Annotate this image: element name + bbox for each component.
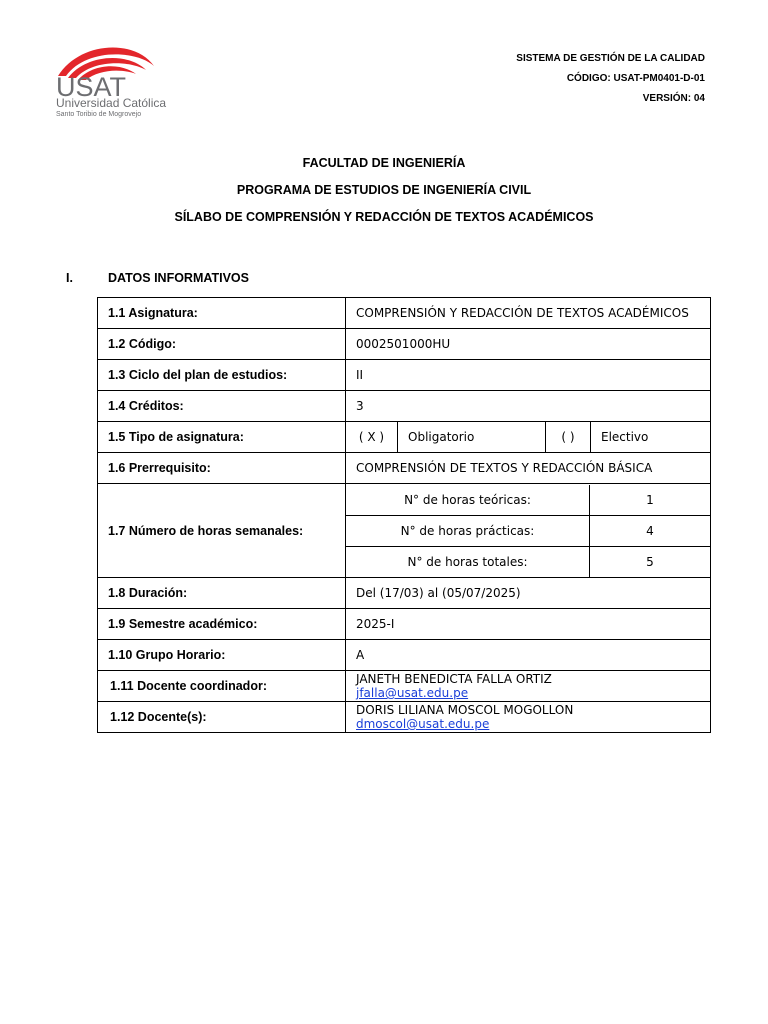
tipo-mark-electivo: ( )	[546, 422, 591, 452]
asignatura-value: COMPRENSIÓN Y REDACCIÓN DE TEXTOS ACADÉMICOS	[346, 298, 711, 329]
docente-email-link[interactable]: dmoscol@usat.edu.pe	[356, 717, 490, 731]
horas-teoricas-label: N° de horas teóricas:	[346, 485, 590, 516]
codigo-label: 1.2 Código:	[98, 329, 346, 360]
faculty-title: FACULTAD DE INGENIERÍA	[302, 156, 466, 170]
tipo-options	[346, 422, 711, 453]
coordinador-email-link[interactable]: jfalla@usat.edu.pe	[356, 686, 469, 700]
program-title: PROGRAMA DE ESTUDIOS DE INGENIERÍA CIVIL	[236, 183, 532, 197]
tipo-label: 1.5 Tipo de asignatura:	[98, 422, 346, 453]
section-number: I.	[66, 271, 73, 285]
horas-breakdown	[346, 484, 711, 578]
table-row	[98, 298, 711, 329]
duracion-label: 1.8 Duración:	[98, 578, 346, 609]
syllabus-title: SÍLABO DE COMPRENSIÓN Y REDACCIÓN DE TEXTOS ACADÉMICOS	[174, 210, 594, 224]
coordinador-name: JANETH BENEDICTA FALLA ORTIZ	[356, 672, 552, 686]
coordinador-cell	[346, 671, 711, 702]
grupo-label: 1.10 Grupo Horario:	[98, 640, 346, 671]
section-title: DATOS INFORMATIVOS	[108, 271, 249, 285]
asignatura-label: 1.1 Asignatura:	[98, 298, 346, 329]
section-heading	[66, 271, 249, 285]
logo-text: USAT	[56, 72, 127, 98]
horas-totales-value: 5	[646, 554, 654, 569]
grupo-value: A	[346, 640, 711, 671]
coordinador-label: 1.11 Docente coordinador:	[98, 671, 346, 702]
document-control	[516, 53, 705, 113]
duracion-value: Del (17/03) al (05/07/2025)	[346, 578, 711, 609]
document-code: CÓDIGO: USAT-PM0401-D-01	[566, 73, 705, 84]
docente-cell	[346, 702, 711, 733]
ciclo-value: II	[346, 360, 711, 391]
table-row	[98, 484, 711, 578]
university-name: Universidad Católica	[56, 96, 167, 110]
tipo-option-electivo: Electivo	[601, 430, 649, 444]
table-row	[98, 329, 711, 360]
horas-practicas-label: N° de horas prácticas:	[346, 515, 590, 546]
semestre-value: 2025-I	[346, 609, 711, 640]
creditos-value: 3	[346, 391, 711, 422]
usat-logo-mark	[54, 42, 164, 98]
table-row	[98, 360, 711, 391]
prerrequisito-value: COMPRENSIÓN DE TEXTOS Y REDACCIÓN BÁSICA	[346, 453, 711, 484]
qms-title: SISTEMA DE GESTIÓN DE LA CALIDAD	[516, 53, 705, 64]
docente-label: 1.12 Docente(s):	[98, 702, 346, 733]
document-titles	[0, 156, 768, 237]
tipo-option-obligatorio: Obligatorio	[398, 422, 546, 452]
creditos-label: 1.4 Créditos:	[98, 391, 346, 422]
docente-name: DORIS LILIANA MOSCOL MOGOLLON	[356, 703, 574, 717]
codigo-value: 0002501000HU	[346, 329, 711, 360]
document-version: VERSIÓN: 04	[642, 93, 705, 104]
horas-totales-label: N° de horas totales:	[346, 546, 590, 577]
table-row	[98, 609, 711, 640]
info-table	[97, 297, 711, 733]
table-row	[98, 702, 711, 733]
table-row	[98, 391, 711, 422]
table-row	[98, 671, 711, 702]
ciclo-label: 1.3 Ciclo del plan de estudios:	[98, 360, 346, 391]
horas-practicas-value: 4	[590, 515, 711, 546]
table-row	[98, 578, 711, 609]
table-row	[98, 640, 711, 671]
table-row	[98, 422, 711, 453]
usat-logo	[54, 42, 167, 122]
university-subtitle: Santo Toribio de Mogrovejo	[56, 111, 142, 118]
semestre-label: 1.9 Semestre académico:	[98, 609, 346, 640]
horas-label: 1.7 Número de horas semanales:	[98, 484, 346, 578]
prerrequisito-label: 1.6 Prerrequisito:	[98, 453, 346, 484]
horas-teoricas-value: 1	[590, 485, 711, 516]
table-row	[98, 453, 711, 484]
tipo-mark-obligatorio: ( X )	[346, 422, 398, 452]
